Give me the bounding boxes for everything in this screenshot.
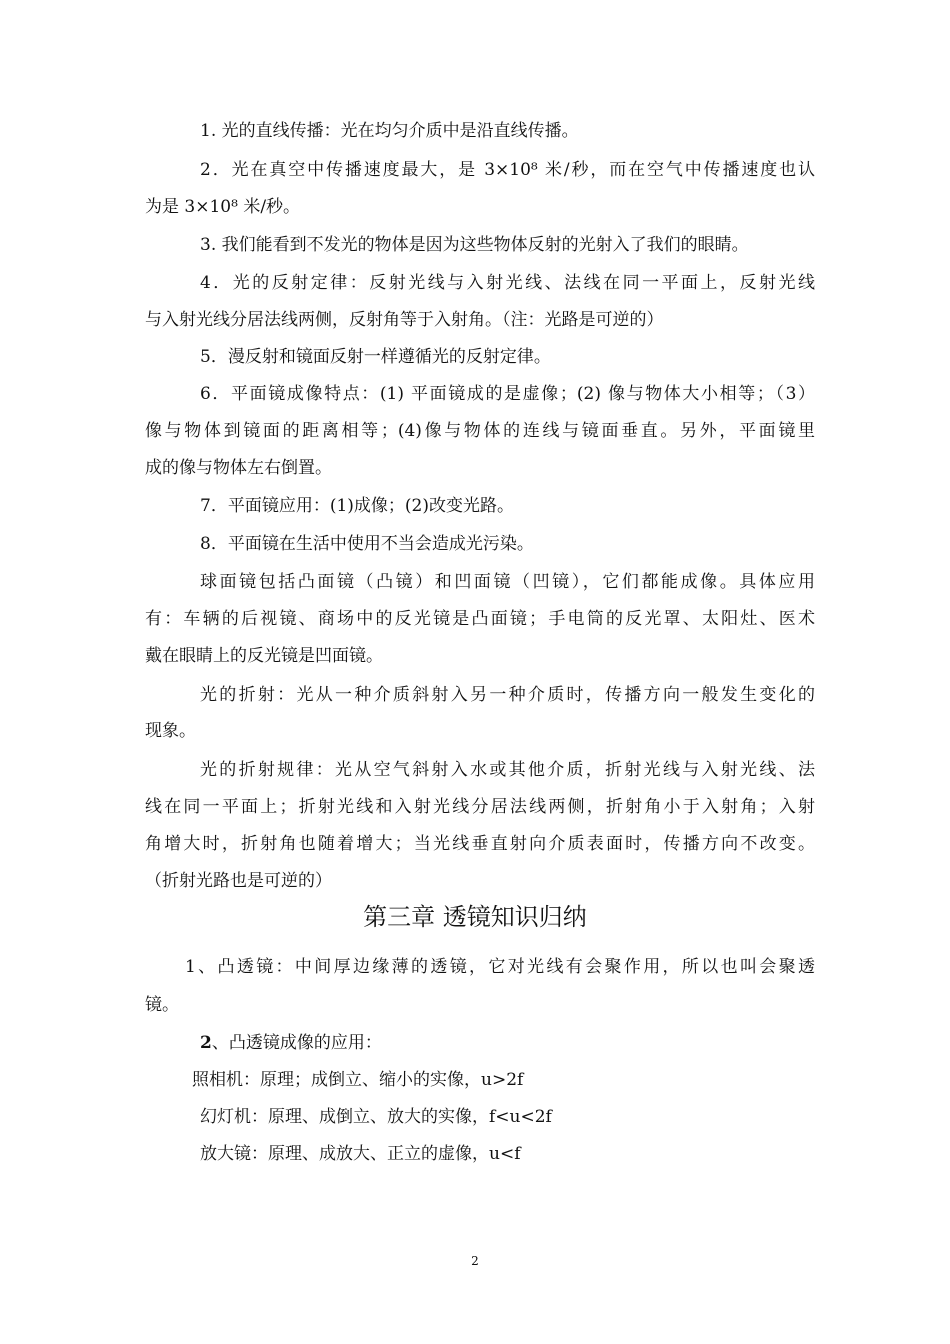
lens-applications-heading [200,1033,815,1053]
paragraph-11-line-3: 角增大时，折射角也随着增大；当光线垂直射向介质表面时，传播方向不改变。 [145,834,815,854]
paragraph-4-line-2: 与入射光线分居法线两侧，反射角等于入射角。（注：光路是可逆的） [145,310,664,330]
projector-application: 幻灯机：原理、成倒立、放大的实像，f<u<2f [200,1107,552,1127]
paragraph-10-line-1: 光的折射：光从一种介质斜射入另一种介质时，传播方向一般发生变化的 [200,685,815,705]
paragraph-6-line-3: 成的像与物体左右倒置。 [145,458,332,478]
lens-paragraph-1-line-1: 1、凸透镜：中间厚边缘薄的透镜，它对光线有会聚作用，所以也叫会聚透 [185,957,815,977]
lens-applications-text: 、凸透镜成像的应用： [211,1033,382,1053]
paragraph-11-line-2: 线在同一平面上；折射光线和入射光线分居法线两侧，折射角小于入射角；入射 [145,797,815,817]
paragraph-4-line-1: 4．光的反射定律：反射光线与入射光线、法线在同一平面上，反射光线 [200,273,815,293]
lens-applications-number: 2 [200,1033,212,1053]
camera-application: 照相机：原理；成倒立、缩小的实像，u>2f [192,1070,524,1090]
paragraph-9-line-2: 有：车辆的后视镜、商场中的反光镜是凸面镜；手电筒的反光罩、太阳灶、医术 [145,609,815,629]
paragraph-10-line-2: 现象。 [145,721,196,741]
page-number: 2 [471,1254,479,1268]
paragraph-8: 8．平面镜在生活中使用不当会造成光污染。 [200,534,534,554]
lens-paragraph-1-line-2: 镜。 [145,995,179,1015]
paragraph-1: 1. 光的直线传播：光在均匀介质中是沿直线传播。 [200,121,579,141]
paragraph-9-line-1: 球面镜包括凸面镜（凸镜）和凹面镜（凹镜），它们都能成像。具体应用 [200,572,815,592]
paragraph-6-line-1: 6．平面镜成像特点：(1) 平面镜成的是虚像；(2) 像与物体大小相等；（3） [200,384,815,404]
paragraph-6-line-2: 像与物体到镜面的距离相等；(4)像与物体的连线与镜面垂直。另外，平面镜里 [145,421,815,441]
paragraph-7: 7．平面镜应用：(1)成像；(2)改变光路。 [200,496,514,516]
paragraph-2-line-2: 为是 3×10⁸ 米/秒。 [145,197,301,217]
paragraph-3: 3. 我们能看到不发光的物体是因为这些物体反射的光射入了我们的眼睛。 [200,235,749,255]
paragraph-2-line-1: 2．光在真空中传播速度最大，是 3×10⁸ 米/秒，而在空气中传播速度也认 [200,160,815,180]
paragraph-11-line-1: 光的折射规律：光从空气斜射入水或其他介质，折射光线与入射光线、法 [200,760,815,780]
paragraph-9-line-3: 戴在眼睛上的反光镜是凹面镜。 [145,646,383,666]
paragraph-11-line-4: （折射光路也是可逆的） [145,871,332,891]
chapter-heading: 第三章 透镜知识归纳 [363,903,587,931]
paragraph-5: 5．漫反射和镜面反射一样遵循光的反射定律。 [200,347,551,367]
magnifier-application: 放大镜：原理、成放大、正立的虚像，u<f [200,1144,521,1164]
